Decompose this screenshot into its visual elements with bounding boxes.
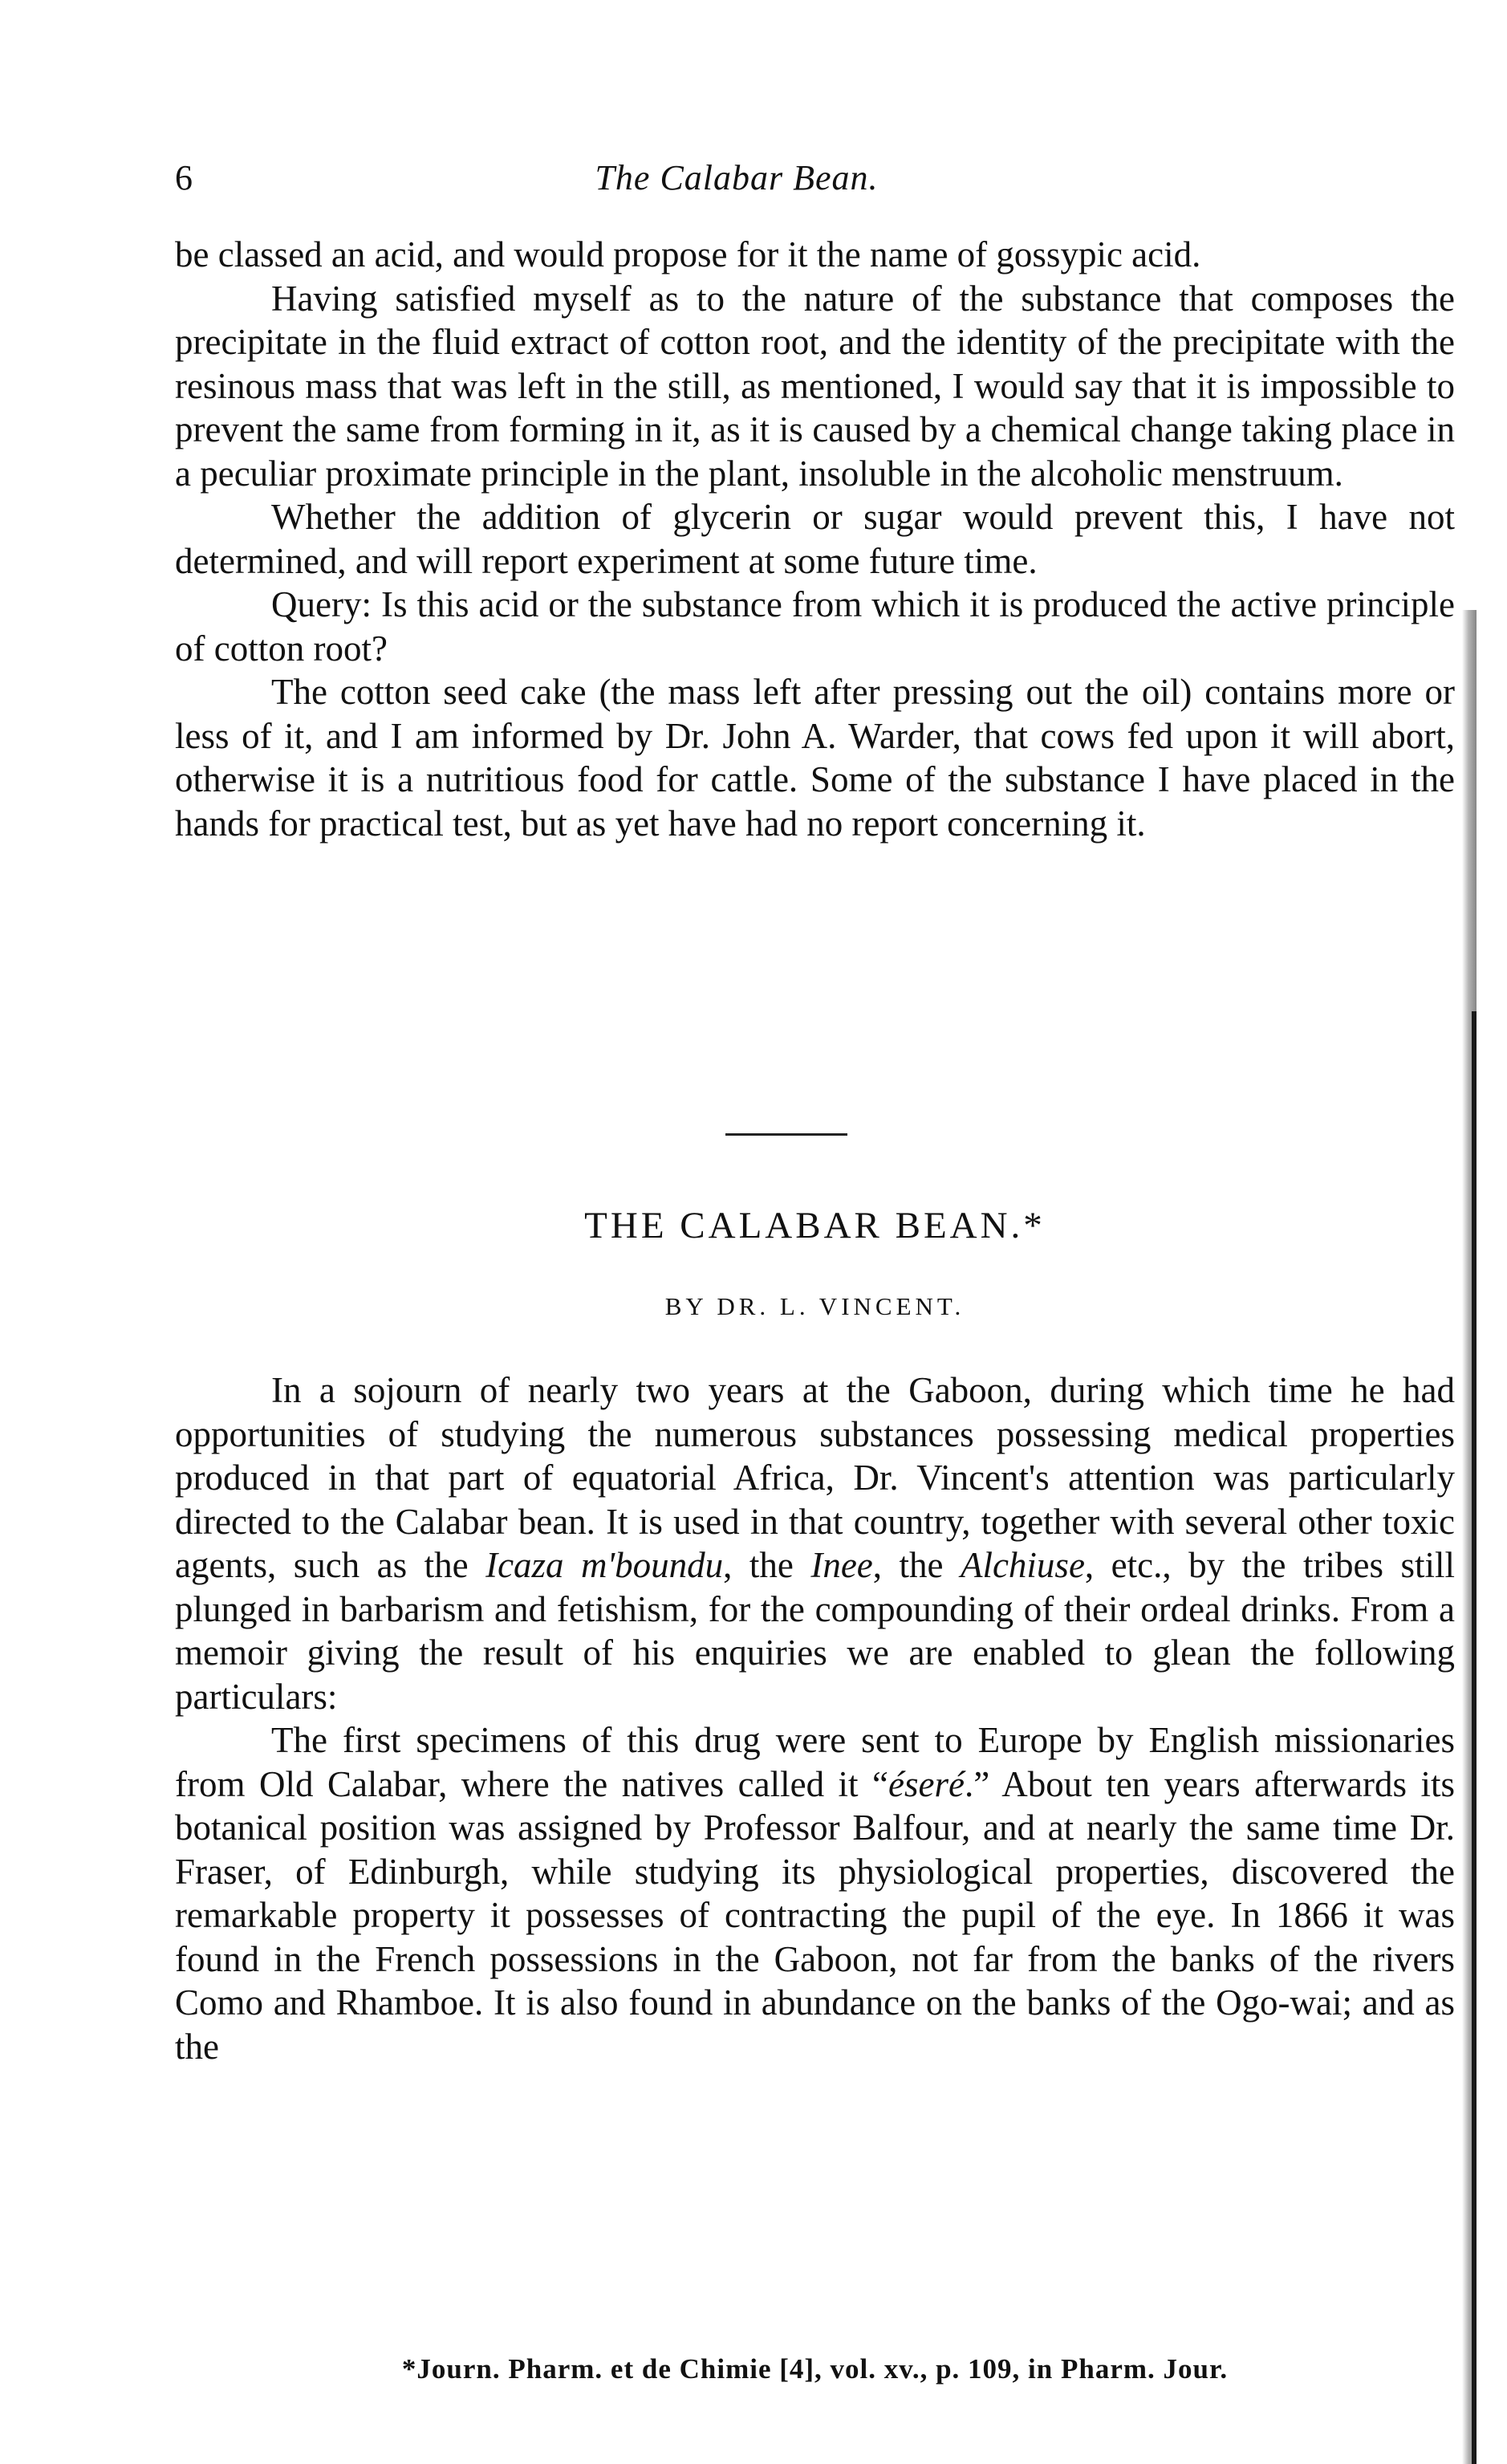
- calabar-article-text: [175, 1368, 1455, 2068]
- paragraph-precipitate: Having satisfied myself as to the nature of the substance that composes the precipitate in the fluid extract of cotton root, and the identity of the precipitate with the resinous mass that was left in the still, as mentioned, I would say that it is impossible to prevent the same from forming in it, as it is caused by a chemical change taking place in a peculiar proximate principle in the plant, insoluble in the alcoholic menstruum.: [175, 278, 1455, 494]
- article-title: THE CALABAR BEAN.*: [584, 1205, 1046, 1246]
- section-divider: [725, 1133, 847, 1136]
- italic-term-alchiuse: Alchiuse: [960, 1545, 1085, 1585]
- text-run: .” About ten years afterwards its botanical position was assigned by Professor Balfour, and at nearly the same time Dr. Fraser, of Edinburgh, while studying its physiological properties, discovered the remarkable property it possesses of contracting the pupil of the eye. In 1866 it was found in the French possessions in the Gaboon, not far from the banks of the rivers Como and Rhamboe. It is also found in abundance on the banks of the Ogo-wai; and as the: [175, 1763, 1455, 2067]
- article-byline: BY DR. L. VINCENT.: [664, 1292, 965, 1320]
- text-run: In a sojourn of nearly two years at the Gaboon, during which time he had opportunities of studying the numerous substances possessing medical properties produced in that part of equatorial Africa, Dr. Vincent's attention was particularly directed to the Calabar bean. It is used in that country, together with several other toxic agents, such as the: [175, 1370, 1455, 1585]
- italic-term-icaza: Icaza m'boundu: [485, 1545, 724, 1585]
- page-number: 6: [175, 158, 193, 197]
- footnote: *Journ. Pharm. et de Chimie [4], vol. xv., p. 109, in Pharm. Jour.: [401, 2353, 1229, 2385]
- text-run: , the: [723, 1545, 811, 1585]
- paragraph-first-specimens: [175, 1718, 1455, 2068]
- running-head: [175, 157, 1298, 205]
- running-title: The Calabar Bean.: [595, 158, 879, 197]
- text-run: , the: [872, 1545, 961, 1585]
- italic-term-esere: éseré: [888, 1763, 965, 1804]
- continued-article-text: [175, 233, 1455, 845]
- paragraph-sojourn: [175, 1368, 1455, 1718]
- italic-term-inee: Inee: [810, 1545, 873, 1585]
- page-edge-line: [1472, 1011, 1477, 2464]
- text-run: , etc., by the tribes still plunged in barbarism and fetishism, for the compounding of their ordeal drinks. From a memoir giving the result of his enquiries we are enabled to glean the following particulars:: [175, 1545, 1455, 1717]
- paragraph-cotton-seed-cake: The cotton seed cake (the mass left after pressing out the oil) contains more or less of it, and I am informed by Dr. John A. Warder, that cows fed upon it will abort, otherwise it is a nutritious food for cattle. Some of the substance I have placed in the hands for practical test, but as yet have had no report concerning it.: [175, 672, 1455, 844]
- text-run: The first specimens of this drug were sent to Europe by English missionaries from Old Calabar, where the natives called it “: [175, 1720, 1455, 1804]
- paragraph-gossypic-acid: be classed an acid, and would propose for it the name of gossypic acid.: [175, 234, 1201, 274]
- paragraph-glycerin: Whether the addition of glycerin or sugar would prevent this, I have not determined, and will report experiment at some future time.: [175, 497, 1455, 581]
- paragraph-query: Query: Is this acid or the substance from which it is produced the active principle of cotton root?: [175, 584, 1455, 669]
